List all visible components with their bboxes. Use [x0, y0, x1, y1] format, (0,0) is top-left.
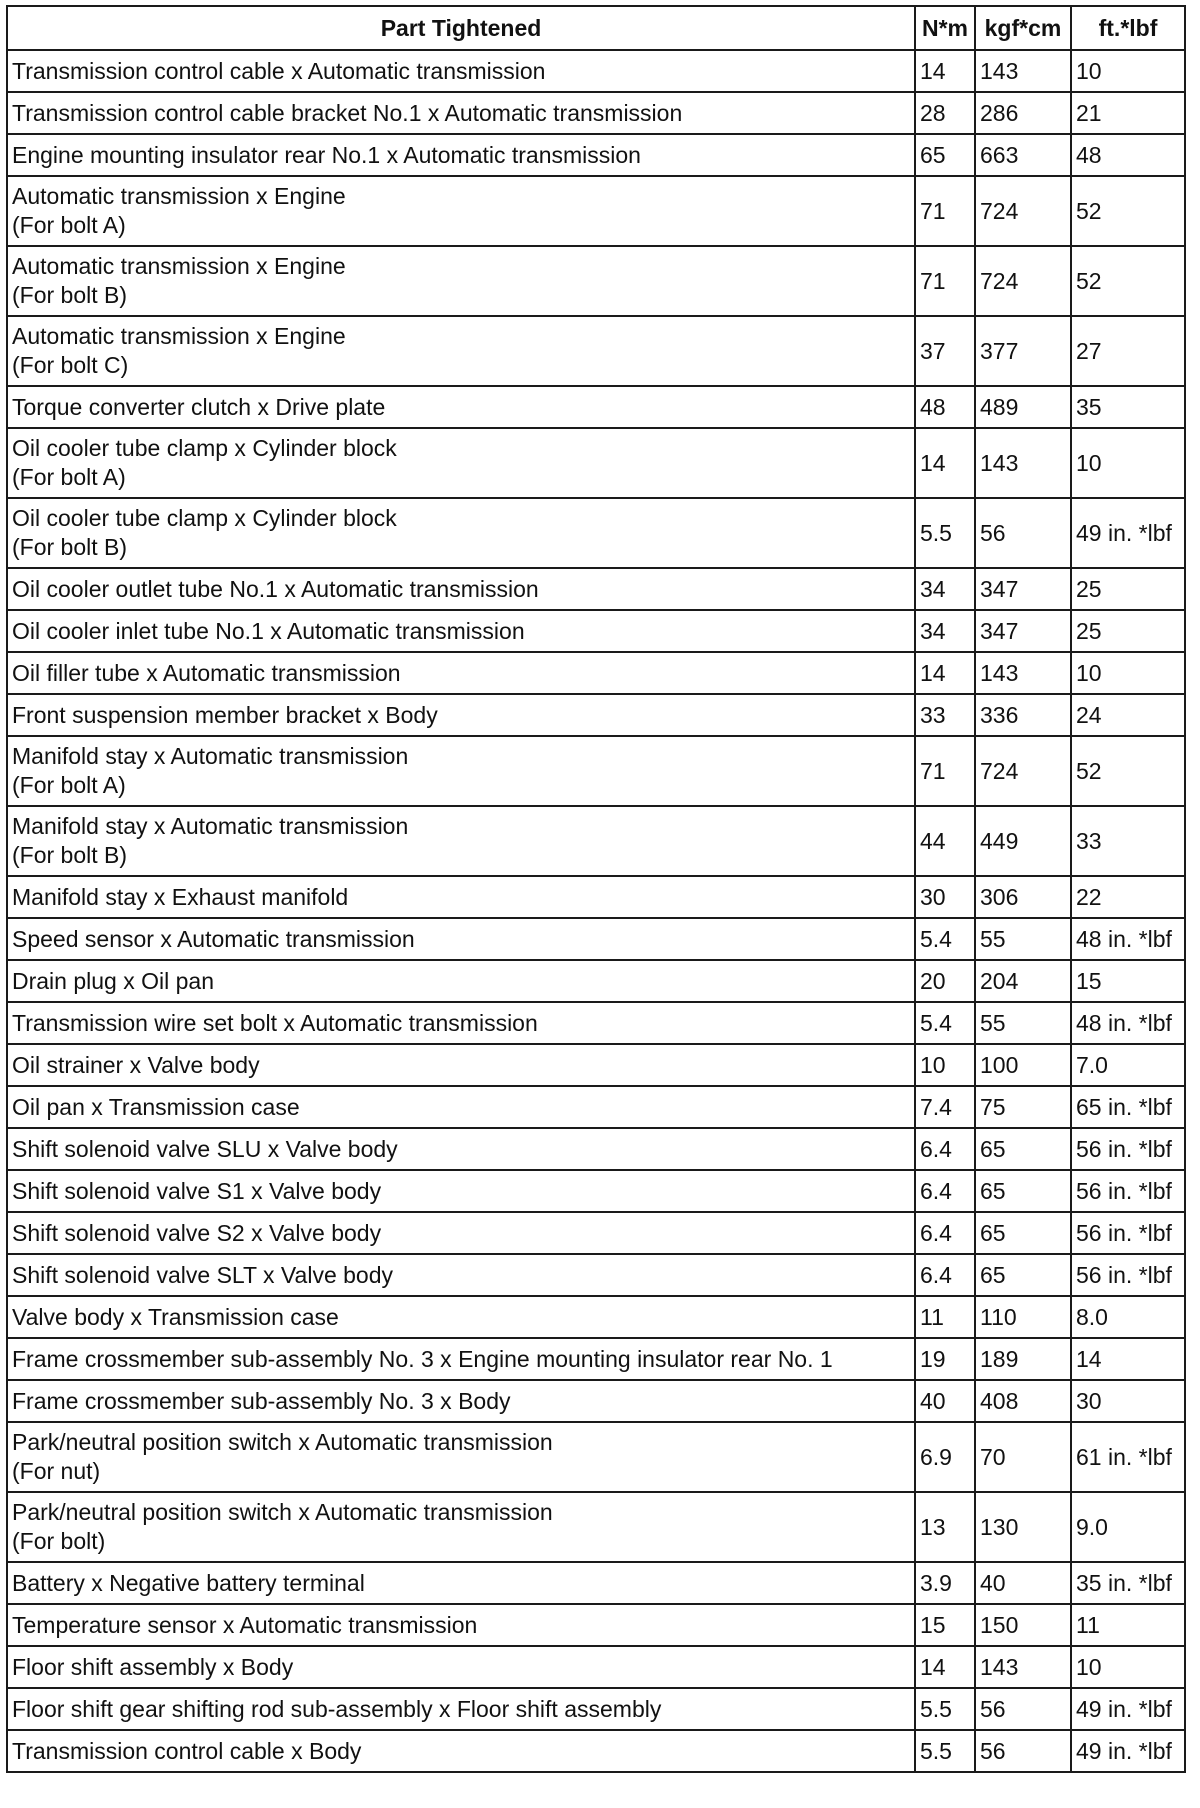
cell-kgf-cm: 724 — [975, 736, 1071, 806]
cell-kgf-cm: 70 — [975, 1422, 1071, 1492]
cell-kgf-cm: 204 — [975, 960, 1071, 1002]
table-row — [7, 1688, 1185, 1730]
part-name: Shift solenoid valve SLU x Valve body — [12, 1135, 398, 1162]
cell-part-tightened — [7, 176, 915, 246]
cell-kgf-cm: 724 — [975, 246, 1071, 316]
table-row — [7, 1730, 1185, 1772]
cell-ft-lbf: 25 — [1071, 610, 1185, 652]
cell-ft-lbf: 11 — [1071, 1604, 1185, 1646]
cell-ft-lbf: 52 — [1071, 736, 1185, 806]
part-note: (For bolt A) — [12, 464, 126, 490]
cell-ft-lbf: 33 — [1071, 806, 1185, 876]
cell-nm: 5.5 — [915, 1730, 975, 1772]
part-name: Oil filler tube x Automatic transmission — [12, 659, 401, 686]
cell-nm: 5.4 — [915, 918, 975, 960]
cell-part-tightened — [7, 736, 915, 806]
cell-kgf-cm: 143 — [975, 1646, 1071, 1688]
cell-kgf-cm: 56 — [975, 1688, 1071, 1730]
cell-part-tightened — [7, 246, 915, 316]
cell-kgf-cm: 143 — [975, 428, 1071, 498]
cell-nm: 34 — [915, 568, 975, 610]
cell-ft-lbf: 65 in. *lbf — [1071, 1086, 1185, 1128]
cell-nm: 5.5 — [915, 498, 975, 568]
cell-part-tightened — [7, 1492, 915, 1562]
cell-kgf-cm: 100 — [975, 1044, 1071, 1086]
cell-part-tightened — [7, 316, 915, 386]
cell-ft-lbf: 10 — [1071, 50, 1185, 92]
cell-ft-lbf: 35 in. *lbf — [1071, 1562, 1185, 1604]
cell-kgf-cm: 489 — [975, 386, 1071, 428]
cell-part-tightened — [7, 1338, 915, 1380]
table-row — [7, 876, 1185, 918]
cell-kgf-cm: 65 — [975, 1128, 1071, 1170]
cell-kgf-cm: 55 — [975, 1002, 1071, 1044]
part-name: Floor shift gear shifting rod sub-assembly x Floor shift assembly — [12, 1695, 662, 1722]
header-nm: N*m — [915, 6, 975, 50]
cell-kgf-cm: 56 — [975, 498, 1071, 568]
part-note: (For bolt A) — [12, 212, 126, 238]
cell-ft-lbf: 49 in. *lbf — [1071, 1688, 1185, 1730]
cell-part-tightened — [7, 92, 915, 134]
part-name: Automatic transmission x Engine — [12, 183, 346, 209]
table-row — [7, 960, 1185, 1002]
cell-part-tightened — [7, 1044, 915, 1086]
cell-kgf-cm: 724 — [975, 176, 1071, 246]
part-name: Engine mounting insulator rear No.1 x Automatic transmission — [12, 141, 641, 168]
part-name: Oil cooler tube clamp x Cylinder block — [12, 505, 397, 531]
table-body — [7, 50, 1185, 1772]
cell-ft-lbf: 49 in. *lbf — [1071, 1730, 1185, 1772]
cell-nm: 34 — [915, 610, 975, 652]
cell-ft-lbf: 24 — [1071, 694, 1185, 736]
table-row — [7, 1128, 1185, 1170]
cell-part-tightened — [7, 1002, 915, 1044]
cell-ft-lbf: 8.0 — [1071, 1296, 1185, 1338]
part-name: Shift solenoid valve S1 x Valve body — [12, 1177, 382, 1204]
part-note: (For bolt) — [12, 1528, 106, 1554]
cell-ft-lbf: 49 in. *lbf — [1071, 498, 1185, 568]
cell-part-tightened — [7, 1562, 915, 1604]
cell-ft-lbf: 48 in. *lbf — [1071, 918, 1185, 960]
table-row — [7, 176, 1185, 246]
cell-part-tightened — [7, 134, 915, 176]
part-name: Oil strainer x Valve body — [12, 1051, 260, 1078]
cell-nm: 71 — [915, 176, 975, 246]
cell-kgf-cm: 663 — [975, 134, 1071, 176]
table-row — [7, 1044, 1185, 1086]
cell-kgf-cm: 336 — [975, 694, 1071, 736]
cell-ft-lbf: 27 — [1071, 316, 1185, 386]
cell-kgf-cm: 408 — [975, 1380, 1071, 1422]
torque-spec-table-container — [6, 5, 1186, 1773]
table-row — [7, 1338, 1185, 1380]
cell-ft-lbf: 14 — [1071, 1338, 1185, 1380]
header-kgf-cm: kgf*cm — [975, 6, 1071, 50]
cell-nm: 71 — [915, 736, 975, 806]
part-name: Temperature sensor x Automatic transmission — [12, 1611, 478, 1638]
table-row — [7, 1646, 1185, 1688]
cell-part-tightened — [7, 50, 915, 92]
cell-kgf-cm: 143 — [975, 50, 1071, 92]
cell-nm: 7.4 — [915, 1086, 975, 1128]
cell-part-tightened — [7, 1296, 915, 1338]
cell-nm: 13 — [915, 1492, 975, 1562]
part-name: Oil cooler outlet tube No.1 x Automatic transmission — [12, 575, 539, 602]
cell-kgf-cm: 130 — [975, 1492, 1071, 1562]
cell-ft-lbf: 10 — [1071, 652, 1185, 694]
cell-nm: 5.5 — [915, 1688, 975, 1730]
cell-ft-lbf: 48 — [1071, 134, 1185, 176]
cell-kgf-cm: 306 — [975, 876, 1071, 918]
cell-nm: 6.4 — [915, 1128, 975, 1170]
cell-part-tightened — [7, 1730, 915, 1772]
cell-ft-lbf: 10 — [1071, 428, 1185, 498]
table-row — [7, 1492, 1185, 1562]
table-row — [7, 50, 1185, 92]
table-row — [7, 428, 1185, 498]
table-row — [7, 652, 1185, 694]
part-name: Transmission control cable bracket No.1 x Automatic transmission — [12, 99, 683, 126]
part-name: Manifold stay x Automatic transmission — [12, 813, 409, 839]
part-note: (For bolt A) — [12, 772, 126, 798]
cell-nm: 6.4 — [915, 1170, 975, 1212]
cell-ft-lbf: 56 in. *lbf — [1071, 1212, 1185, 1254]
header-row — [7, 6, 1185, 50]
cell-kgf-cm: 110 — [975, 1296, 1071, 1338]
cell-part-tightened — [7, 652, 915, 694]
cell-ft-lbf: 56 in. *lbf — [1071, 1128, 1185, 1170]
cell-kgf-cm: 347 — [975, 568, 1071, 610]
cell-part-tightened — [7, 694, 915, 736]
cell-nm: 48 — [915, 386, 975, 428]
table-row — [7, 568, 1185, 610]
table-row — [7, 1086, 1185, 1128]
part-name: Floor shift assembly x Body — [12, 1653, 294, 1680]
part-name: Speed sensor x Automatic transmission — [12, 925, 415, 952]
part-name: Valve body x Transmission case — [12, 1303, 339, 1330]
cell-ft-lbf: 35 — [1071, 386, 1185, 428]
part-name: Transmission control cable x Body — [12, 1737, 362, 1764]
part-name: Manifold stay x Exhaust manifold — [12, 883, 349, 910]
table-row — [7, 610, 1185, 652]
cell-ft-lbf: 56 in. *lbf — [1071, 1254, 1185, 1296]
cell-ft-lbf: 21 — [1071, 92, 1185, 134]
cell-part-tightened — [7, 428, 915, 498]
table-row — [7, 498, 1185, 568]
cell-kgf-cm: 75 — [975, 1086, 1071, 1128]
part-name: Oil pan x Transmission case — [12, 1093, 300, 1120]
table-row — [7, 736, 1185, 806]
cell-nm: 6.9 — [915, 1422, 975, 1492]
cell-kgf-cm: 347 — [975, 610, 1071, 652]
cell-kgf-cm: 150 — [975, 1604, 1071, 1646]
cell-kgf-cm: 65 — [975, 1170, 1071, 1212]
cell-ft-lbf: 9.0 — [1071, 1492, 1185, 1562]
cell-nm: 40 — [915, 1380, 975, 1422]
cell-part-tightened — [7, 1422, 915, 1492]
table-row — [7, 1212, 1185, 1254]
cell-ft-lbf: 10 — [1071, 1646, 1185, 1688]
cell-nm: 11 — [915, 1296, 975, 1338]
cell-nm: 5.4 — [915, 1002, 975, 1044]
cell-part-tightened — [7, 386, 915, 428]
cell-kgf-cm: 143 — [975, 652, 1071, 694]
cell-kgf-cm: 377 — [975, 316, 1071, 386]
cell-part-tightened — [7, 1254, 915, 1296]
torque-spec-table — [6, 5, 1186, 1773]
cell-nm: 14 — [915, 652, 975, 694]
cell-ft-lbf: 52 — [1071, 246, 1185, 316]
cell-ft-lbf: 22 — [1071, 876, 1185, 918]
cell-ft-lbf: 61 in. *lbf — [1071, 1422, 1185, 1492]
cell-nm: 37 — [915, 316, 975, 386]
cell-kgf-cm: 65 — [975, 1212, 1071, 1254]
cell-part-tightened — [7, 806, 915, 876]
cell-nm: 19 — [915, 1338, 975, 1380]
cell-part-tightened — [7, 1688, 915, 1730]
cell-nm: 65 — [915, 134, 975, 176]
part-name: Frame crossmember sub-assembly No. 3 x Engine mounting insulator rear No. 1 — [12, 1345, 833, 1372]
part-name: Battery x Negative battery terminal — [12, 1569, 365, 1596]
cell-part-tightened — [7, 568, 915, 610]
cell-nm: 10 — [915, 1044, 975, 1086]
cell-nm: 14 — [915, 50, 975, 92]
header-ft-lbf: ft.*lbf — [1071, 6, 1185, 50]
part-note: (For bolt B) — [12, 534, 128, 560]
table-row — [7, 386, 1185, 428]
cell-kgf-cm: 40 — [975, 1562, 1071, 1604]
cell-part-tightened — [7, 876, 915, 918]
table-row — [7, 1380, 1185, 1422]
part-name: Manifold stay x Automatic transmission — [12, 743, 409, 769]
table-row — [7, 806, 1185, 876]
header-part-tightened: Part Tightened — [7, 6, 915, 50]
cell-kgf-cm: 286 — [975, 92, 1071, 134]
part-note: (For nut) — [12, 1458, 101, 1484]
cell-ft-lbf: 30 — [1071, 1380, 1185, 1422]
part-name: Shift solenoid valve SLT x Valve body — [12, 1261, 393, 1288]
table-row — [7, 1562, 1185, 1604]
cell-ft-lbf: 52 — [1071, 176, 1185, 246]
cell-nm: 14 — [915, 428, 975, 498]
part-note: (For bolt B) — [12, 282, 128, 308]
cell-kgf-cm: 65 — [975, 1254, 1071, 1296]
cell-kgf-cm: 56 — [975, 1730, 1071, 1772]
table-row — [7, 246, 1185, 316]
cell-part-tightened — [7, 1604, 915, 1646]
cell-ft-lbf: 15 — [1071, 960, 1185, 1002]
part-name: Transmission wire set bolt x Automatic transmission — [12, 1009, 538, 1036]
cell-part-tightened — [7, 1380, 915, 1422]
table-row — [7, 1002, 1185, 1044]
part-name: Oil cooler tube clamp x Cylinder block — [12, 435, 397, 461]
cell-ft-lbf: 7.0 — [1071, 1044, 1185, 1086]
cell-ft-lbf: 48 in. *lbf — [1071, 1002, 1185, 1044]
cell-part-tightened — [7, 1128, 915, 1170]
cell-nm: 6.4 — [915, 1254, 975, 1296]
table-row — [7, 316, 1185, 386]
cell-kgf-cm: 449 — [975, 806, 1071, 876]
cell-part-tightened — [7, 960, 915, 1002]
cell-ft-lbf: 56 in. *lbf — [1071, 1170, 1185, 1212]
part-name: Park/neutral position switch x Automatic transmission — [12, 1499, 553, 1525]
cell-kgf-cm: 189 — [975, 1338, 1071, 1380]
cell-part-tightened — [7, 1646, 915, 1688]
cell-part-tightened — [7, 1086, 915, 1128]
cell-nm: 20 — [915, 960, 975, 1002]
part-name: Front suspension member bracket x Body — [12, 701, 438, 728]
cell-nm: 44 — [915, 806, 975, 876]
cell-part-tightened — [7, 918, 915, 960]
cell-nm: 3.9 — [915, 1562, 975, 1604]
cell-ft-lbf: 25 — [1071, 568, 1185, 610]
cell-nm: 6.4 — [915, 1212, 975, 1254]
cell-nm: 33 — [915, 694, 975, 736]
part-name: Automatic transmission x Engine — [12, 323, 346, 349]
part-name: Shift solenoid valve S2 x Valve body — [12, 1219, 382, 1246]
part-name: Park/neutral position switch x Automatic transmission — [12, 1429, 553, 1455]
part-name: Oil cooler inlet tube No.1 x Automatic transmission — [12, 617, 525, 644]
part-name: Torque converter clutch x Drive plate — [12, 393, 386, 420]
cell-nm: 14 — [915, 1646, 975, 1688]
part-name: Frame crossmember sub-assembly No. 3 x Body — [12, 1387, 511, 1414]
cell-part-tightened — [7, 610, 915, 652]
table-row — [7, 1604, 1185, 1646]
cell-part-tightened — [7, 1170, 915, 1212]
part-name: Transmission control cable x Automatic transmission — [12, 57, 546, 84]
part-note: (For bolt C) — [12, 352, 129, 378]
table-row — [7, 1254, 1185, 1296]
table-row — [7, 694, 1185, 736]
part-note: (For bolt B) — [12, 842, 128, 868]
part-name: Drain plug x Oil pan — [12, 967, 214, 994]
table-row — [7, 92, 1185, 134]
table-row — [7, 134, 1185, 176]
cell-kgf-cm: 55 — [975, 918, 1071, 960]
cell-nm: 71 — [915, 246, 975, 316]
table-row — [7, 1170, 1185, 1212]
part-name: Automatic transmission x Engine — [12, 253, 346, 279]
cell-part-tightened — [7, 498, 915, 568]
table-row — [7, 918, 1185, 960]
cell-part-tightened — [7, 1212, 915, 1254]
cell-nm: 28 — [915, 92, 975, 134]
cell-nm: 30 — [915, 876, 975, 918]
table-row — [7, 1422, 1185, 1492]
table-row — [7, 1296, 1185, 1338]
cell-nm: 15 — [915, 1604, 975, 1646]
